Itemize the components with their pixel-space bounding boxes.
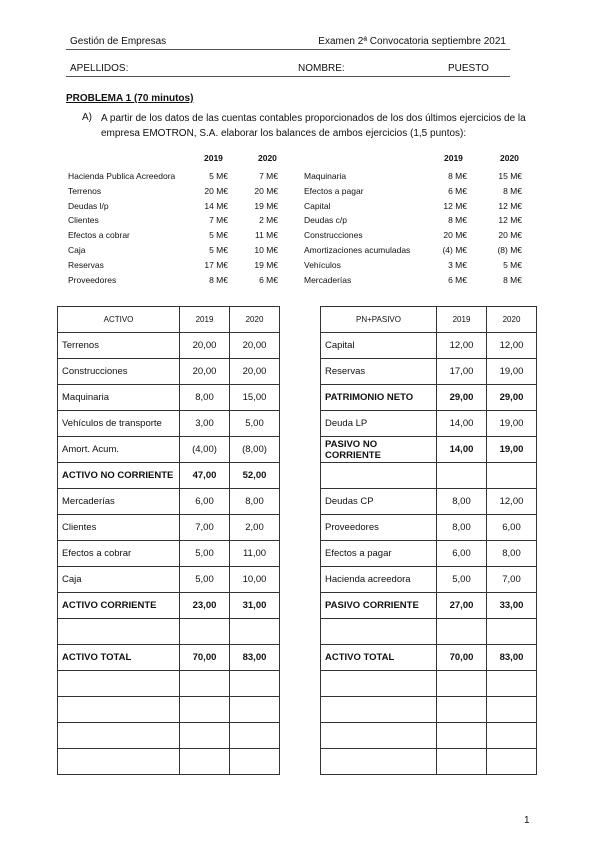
value-2020: 19,00 bbox=[487, 359, 537, 385]
row-label: Construcciones bbox=[58, 359, 180, 385]
value-2019: 12,00 bbox=[437, 333, 487, 359]
table-header-cell: ACTIVO bbox=[58, 307, 180, 333]
value-2020: 52,00 bbox=[230, 463, 280, 489]
value-2019 bbox=[437, 697, 487, 723]
table-row bbox=[321, 359, 537, 385]
table-row bbox=[58, 463, 280, 489]
row-label: PASIVO CORRIENTE bbox=[321, 593, 437, 619]
account-row-right bbox=[0, 215, 600, 229]
account-name: Vehículos bbox=[304, 259, 341, 270]
question-letter: A) bbox=[82, 112, 92, 123]
table-row bbox=[58, 541, 280, 567]
row-label bbox=[321, 671, 437, 697]
table-row bbox=[58, 697, 280, 723]
row-label bbox=[58, 723, 180, 749]
value-2020 bbox=[487, 697, 537, 723]
account-name: Hacienda Publica Acreedora bbox=[68, 171, 176, 181]
value-2020 bbox=[230, 697, 280, 723]
row-label: Clientes bbox=[58, 515, 180, 541]
table-row bbox=[321, 541, 537, 567]
account-value-2020: 19 M€ bbox=[254, 200, 278, 211]
account-value-2019: 14 M€ bbox=[204, 200, 228, 211]
account-value-2019: 20 M€ bbox=[204, 185, 228, 196]
value-2020: 20,00 bbox=[230, 333, 280, 359]
value-2019 bbox=[180, 697, 230, 723]
value-2020 bbox=[230, 723, 280, 749]
pasivo-table bbox=[320, 306, 537, 775]
account-name: Caja bbox=[68, 245, 86, 255]
table-row bbox=[321, 697, 537, 723]
value-2019: 14,00 bbox=[437, 411, 487, 437]
value-2020: 12,00 bbox=[487, 333, 537, 359]
row-label: PASIVO NO CORRIENTE bbox=[321, 437, 437, 463]
value-2019: 7,00 bbox=[180, 515, 230, 541]
activo-table bbox=[57, 306, 280, 775]
value-2020: 12,00 bbox=[487, 489, 537, 515]
account-row-right bbox=[0, 260, 600, 274]
value-2019: 20,00 bbox=[180, 359, 230, 385]
row-label: Hacienda acreedora bbox=[321, 567, 437, 593]
table-row bbox=[58, 333, 280, 359]
account-value-2020: 7 M€ bbox=[259, 171, 278, 181]
account-value-2020: 2 M€ bbox=[259, 215, 278, 226]
account-row-right bbox=[0, 201, 600, 215]
value-2019: 17,00 bbox=[437, 359, 487, 385]
value-2019 bbox=[437, 619, 487, 645]
account-value-2020: 8 M€ bbox=[503, 185, 522, 196]
value-2020: 6,00 bbox=[487, 515, 537, 541]
row-label bbox=[58, 749, 180, 775]
page-number: 1 bbox=[524, 815, 530, 826]
row-label: Vehículos de transporte bbox=[58, 411, 180, 437]
account-value-2019: 6 M€ bbox=[448, 274, 467, 285]
value-2019: 5,00 bbox=[180, 567, 230, 593]
value-2020 bbox=[487, 749, 537, 775]
table-row bbox=[321, 463, 537, 489]
row-label: Capital bbox=[321, 333, 437, 359]
course-title: Gestión de Empresas bbox=[70, 36, 167, 47]
account-row-right bbox=[0, 275, 600, 289]
value-2019: 8,00 bbox=[180, 385, 230, 411]
table-row bbox=[58, 489, 280, 515]
row-label bbox=[58, 619, 180, 645]
value-2020: 33,00 bbox=[487, 593, 537, 619]
account-value-2020: 5 M€ bbox=[503, 259, 522, 270]
account-value-2019: 8 M€ bbox=[209, 274, 228, 285]
value-2019: 8,00 bbox=[437, 489, 487, 515]
row-label: ACTIVO NO CORRIENTE bbox=[58, 463, 180, 489]
row-label: ACTIVO TOTAL bbox=[321, 645, 437, 671]
account-name: Deudas c/p bbox=[304, 215, 347, 226]
account-value-2020: 15 M€ bbox=[498, 171, 522, 181]
table-header-cell: 2020 bbox=[230, 307, 280, 333]
value-2020 bbox=[487, 463, 537, 489]
table-row bbox=[321, 489, 537, 515]
table-row bbox=[321, 723, 537, 749]
table-row bbox=[58, 645, 280, 671]
accounts-year-2020-right: 2020 bbox=[500, 153, 519, 163]
table-row bbox=[58, 567, 280, 593]
question-text: A partir de los datos de las cuentas contables proporcionados de los dos últimos ejercicios de la empresa EMOTRON, S.A. elaborar los balances de ambos ejercicios (1,5 puntos): bbox=[101, 113, 526, 139]
value-2019: 8,00 bbox=[437, 515, 487, 541]
table-row bbox=[321, 593, 537, 619]
value-2020: 19,00 bbox=[487, 411, 537, 437]
value-2019 bbox=[437, 671, 487, 697]
table-row bbox=[58, 749, 280, 775]
account-value-2019: 8 M€ bbox=[448, 171, 467, 181]
name-label: NOMBRE: bbox=[298, 63, 345, 74]
value-2020: 2,00 bbox=[230, 515, 280, 541]
account-name: Deudas l/p bbox=[68, 200, 109, 211]
value-2019 bbox=[437, 463, 487, 489]
row-label bbox=[321, 723, 437, 749]
account-value-2020: 20 M€ bbox=[254, 185, 278, 196]
surname-label: APELLIDOS: bbox=[70, 63, 129, 74]
account-value-2019: 7 M€ bbox=[209, 215, 228, 226]
row-label: Efectos a cobrar bbox=[58, 541, 180, 567]
account-row-right bbox=[0, 171, 600, 185]
row-label: Mercaderías bbox=[58, 489, 180, 515]
account-value-2020: 8 M€ bbox=[503, 274, 522, 285]
account-value-2019: 8 M€ bbox=[448, 215, 467, 226]
account-value-2019: 5 M€ bbox=[209, 230, 228, 241]
value-2020: 7,00 bbox=[487, 567, 537, 593]
account-name: Construcciones bbox=[304, 230, 363, 241]
value-2020: 20,00 bbox=[230, 359, 280, 385]
account-value-2020: 19 M€ bbox=[254, 259, 278, 270]
account-name: Amortizaciones acumuladas bbox=[304, 245, 411, 255]
table-header-cell: 2020 bbox=[487, 307, 537, 333]
table-header-cell: 2019 bbox=[437, 307, 487, 333]
value-2020 bbox=[487, 671, 537, 697]
value-2020 bbox=[230, 749, 280, 775]
value-2019: 27,00 bbox=[437, 593, 487, 619]
account-value-2019: 20 M€ bbox=[443, 230, 467, 241]
value-2020: 8,00 bbox=[230, 489, 280, 515]
header-row-2 bbox=[66, 63, 510, 77]
account-value-2019: (4) M€ bbox=[442, 245, 467, 255]
table-row bbox=[321, 385, 537, 411]
table-row bbox=[58, 671, 280, 697]
account-value-2019: 5 M€ bbox=[209, 171, 228, 181]
row-label bbox=[58, 697, 180, 723]
account-name: Capital bbox=[304, 200, 331, 211]
row-label bbox=[321, 619, 437, 645]
table-row bbox=[321, 567, 537, 593]
value-2020: (8,00) bbox=[230, 437, 280, 463]
account-value-2019: 6 M€ bbox=[448, 185, 467, 196]
table-row bbox=[321, 619, 537, 645]
accounts-year-2019-left: 2019 bbox=[204, 153, 223, 163]
row-label: ACTIVO TOTAL bbox=[58, 645, 180, 671]
account-name: Proveedores bbox=[68, 274, 117, 285]
value-2019: 6,00 bbox=[437, 541, 487, 567]
account-value-2019: 12 M€ bbox=[443, 200, 467, 211]
value-2020: 29,00 bbox=[487, 385, 537, 411]
value-2019: 70,00 bbox=[180, 645, 230, 671]
row-label: ACTIVO CORRIENTE bbox=[58, 593, 180, 619]
value-2019: 29,00 bbox=[437, 385, 487, 411]
row-label: Caja bbox=[58, 567, 180, 593]
value-2019 bbox=[437, 723, 487, 749]
value-2020: 19,00 bbox=[487, 437, 537, 463]
row-label bbox=[321, 697, 437, 723]
value-2019: 6,00 bbox=[180, 489, 230, 515]
table-row bbox=[321, 515, 537, 541]
row-label bbox=[321, 749, 437, 775]
value-2020: 83,00 bbox=[487, 645, 537, 671]
row-label: Maquinaria bbox=[58, 385, 180, 411]
account-row-right bbox=[0, 245, 600, 259]
table-row bbox=[58, 515, 280, 541]
row-label bbox=[58, 671, 180, 697]
value-2020 bbox=[230, 619, 280, 645]
row-label: Terrenos bbox=[58, 333, 180, 359]
account-value-2020: 12 M€ bbox=[498, 215, 522, 226]
row-label: Reservas bbox=[321, 359, 437, 385]
value-2019: 47,00 bbox=[180, 463, 230, 489]
value-2019: 3,00 bbox=[180, 411, 230, 437]
value-2019: 5,00 bbox=[437, 567, 487, 593]
row-label: Proveedores bbox=[321, 515, 437, 541]
table-row bbox=[58, 723, 280, 749]
table-row bbox=[58, 385, 280, 411]
table-row bbox=[321, 671, 537, 697]
accounts-year-2020-left: 2020 bbox=[258, 153, 277, 163]
row-label: Deuda LP bbox=[321, 411, 437, 437]
value-2019: 20,00 bbox=[180, 333, 230, 359]
value-2020: 11,00 bbox=[230, 541, 280, 567]
account-value-2019: 5 M€ bbox=[209, 245, 228, 255]
value-2020 bbox=[487, 619, 537, 645]
value-2020 bbox=[487, 723, 537, 749]
table-row bbox=[58, 619, 280, 645]
account-value-2020: (8) M€ bbox=[497, 245, 522, 255]
row-label: PATRIMONIO NETO bbox=[321, 385, 437, 411]
account-name: Maquinaria bbox=[304, 171, 347, 181]
value-2020: 31,00 bbox=[230, 593, 280, 619]
table-row bbox=[321, 437, 537, 463]
table-row bbox=[58, 437, 280, 463]
row-label bbox=[321, 463, 437, 489]
value-2019: 5,00 bbox=[180, 541, 230, 567]
value-2019 bbox=[180, 723, 230, 749]
account-value-2020: 6 M€ bbox=[259, 274, 278, 285]
row-label: Efectos a pagar bbox=[321, 541, 437, 567]
value-2019 bbox=[437, 749, 487, 775]
value-2020: 83,00 bbox=[230, 645, 280, 671]
account-name: Mercaderías bbox=[304, 274, 352, 285]
account-value-2020: 11 M€ bbox=[255, 230, 278, 241]
account-name: Terrenos bbox=[68, 185, 102, 196]
table-row bbox=[58, 411, 280, 437]
table-row bbox=[321, 411, 537, 437]
account-name: Efectos a cobrar bbox=[68, 230, 130, 241]
value-2020: 5,00 bbox=[230, 411, 280, 437]
table-row bbox=[321, 645, 537, 671]
account-value-2020: 20 M€ bbox=[498, 230, 522, 241]
exam-title: Examen 2ª Convocatoria septiembre 2021 bbox=[318, 36, 506, 47]
account-name: Clientes bbox=[68, 215, 99, 226]
account-value-2020: 10 M€ bbox=[254, 245, 278, 255]
table-header-row bbox=[321, 307, 537, 333]
table-row bbox=[58, 593, 280, 619]
account-row-right bbox=[0, 186, 600, 200]
row-label: Amort. Acum. bbox=[58, 437, 180, 463]
table-header-cell: PN+PASIVO bbox=[321, 307, 437, 333]
value-2019: 23,00 bbox=[180, 593, 230, 619]
value-2019: (4,00) bbox=[180, 437, 230, 463]
problem-title: PROBLEMA 1 (70 minutos) bbox=[66, 93, 194, 104]
value-2020: 10,00 bbox=[230, 567, 280, 593]
table-header-row bbox=[58, 307, 280, 333]
table-row bbox=[58, 359, 280, 385]
value-2019 bbox=[180, 671, 230, 697]
account-name: Efectos a pagar bbox=[304, 185, 364, 196]
table-row bbox=[321, 333, 537, 359]
account-value-2019: 17 M€ bbox=[204, 259, 228, 270]
value-2020 bbox=[230, 671, 280, 697]
row-label: Deudas CP bbox=[321, 489, 437, 515]
seat-label: PUESTO bbox=[448, 63, 489, 74]
account-row-right bbox=[0, 230, 600, 244]
account-value-2019: 3 M€ bbox=[448, 259, 467, 270]
value-2019 bbox=[180, 619, 230, 645]
value-2020: 15,00 bbox=[230, 385, 280, 411]
accounts-year-2019-right: 2019 bbox=[444, 153, 463, 163]
value-2019: 14,00 bbox=[437, 437, 487, 463]
account-name: Reservas bbox=[68, 259, 104, 270]
value-2019 bbox=[180, 749, 230, 775]
value-2020: 8,00 bbox=[487, 541, 537, 567]
account-value-2020: 12 M€ bbox=[498, 200, 522, 211]
table-row bbox=[321, 749, 537, 775]
table-header-cell: 2019 bbox=[180, 307, 230, 333]
value-2019: 70,00 bbox=[437, 645, 487, 671]
header-row-1 bbox=[66, 36, 510, 50]
